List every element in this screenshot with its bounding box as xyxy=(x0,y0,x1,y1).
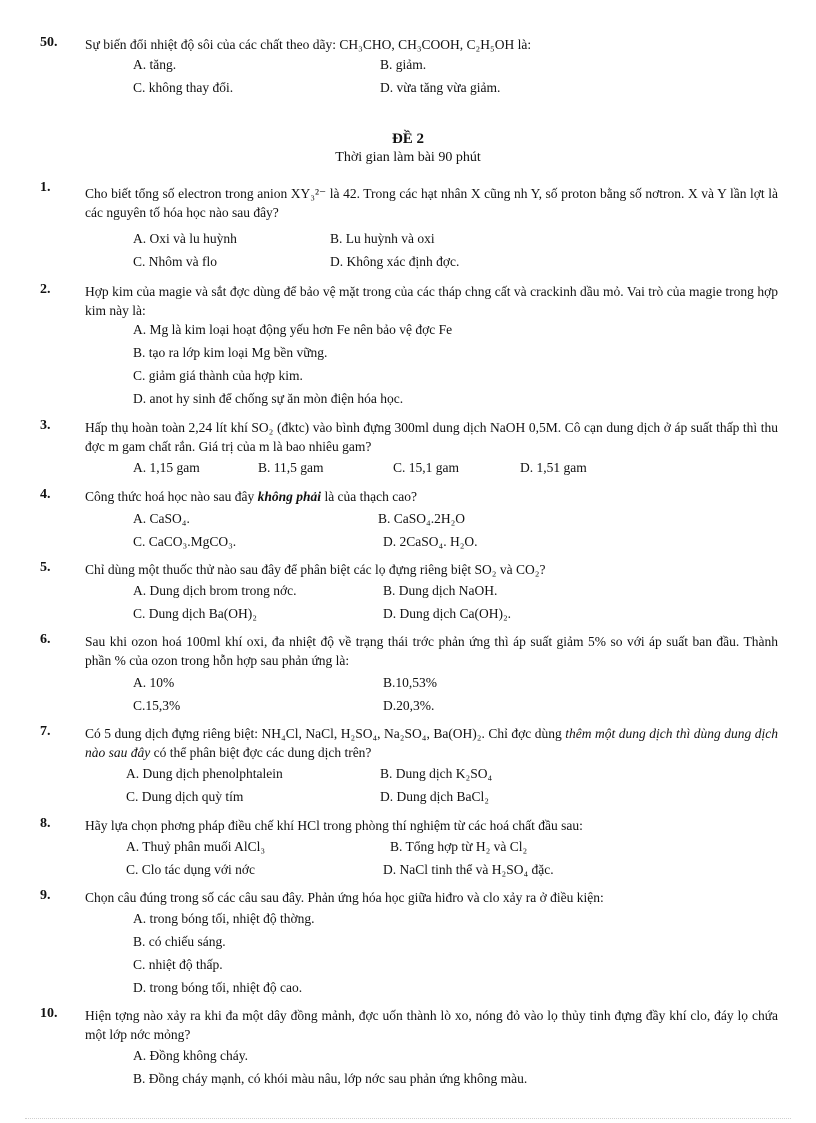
option-d: D. vừa tăng vừa giảm. xyxy=(380,80,501,95)
option-d: D. 2CaSO₄. H₂O. xyxy=(383,534,478,549)
page-divider xyxy=(25,1118,791,1119)
option-c: C. Dung dịch Ba(OH)₂ xyxy=(133,606,257,621)
option-b: B. 11,5 gam xyxy=(258,460,324,475)
option-d: D. Dung dịch BaCl₂ xyxy=(380,789,489,804)
option-d: D. trong bóng tối, nhiệt độ cao. xyxy=(133,980,303,995)
option-d: D. anot hy sinh để chống sự ăn mòn điện hóa học. xyxy=(133,391,404,406)
option-a: A. CaSO₄. xyxy=(133,511,190,526)
option-b: B.10,53% xyxy=(383,675,437,690)
question-number: 5. xyxy=(40,560,51,575)
option-c: C. Nhôm và flo xyxy=(133,254,217,269)
option-a: A. 10% xyxy=(133,675,175,690)
question-number: 50. xyxy=(40,35,58,50)
question-number: 4. xyxy=(40,487,51,502)
option-d: D.20,3%. xyxy=(383,698,435,713)
option-d: D. 1,51 gam xyxy=(520,460,587,475)
question-text: Hợp kim của magie và sắt đợc dùng để bảo vệ mặt trong của các tháp chng cất và crackinh dầu mỏ. Vai trò của magie trong hợp kim này là: xyxy=(85,284,778,318)
emphasis-text: không phải xyxy=(257,489,322,504)
option-b: B. có chiếu sáng. xyxy=(133,934,226,949)
option-b: B. tạo ra lớp kim loại Mg bền vững. xyxy=(133,345,328,360)
option-a: A. Oxi và lu huỳnh xyxy=(133,231,237,246)
option-b: B. Đồng cháy mạnh, có khói màu nâu, lớp nớc sau phản ứng không màu. xyxy=(133,1071,528,1086)
emphasis-text: thêm một dung dịch thì dùng dung dịch nào sau đây xyxy=(85,726,779,760)
question-text: Chỉ dùng một thuốc thử nào sau đây để phân biệt các lọ đựng riêng biệt SO₂ và CO₂? xyxy=(85,562,546,577)
option-a: A. trong bóng tối, nhiệt độ thờng. xyxy=(133,911,315,926)
question-text: Sau khi ozon hoá 100ml khí oxi, đa nhiệt độ về trạng thái trớc phản ứng thì áp suất giảm 5% so với áp suất ban đầu. Thành phần % của ozon trong hỗn hợp sau phản ứng là: xyxy=(85,634,778,668)
option-c: C.15,3% xyxy=(133,698,181,713)
option-c: C. 15,1 gam xyxy=(393,460,459,475)
option-b: B. Dung dịch NaOH. xyxy=(383,583,498,598)
option-a: A. tăng. xyxy=(133,57,177,72)
option-d: D. Dung dịch Ca(OH)₂. xyxy=(383,606,512,621)
question-number: 6. xyxy=(40,632,51,647)
question-text: Chọn câu đúng trong số các câu sau đây. Phản ứng hóa học giữa hiđro và clo xảy ra ở điều kiện: xyxy=(85,890,604,905)
option-a: A. Dung dịch brom trong nớc. xyxy=(133,583,297,598)
option-c: C. giảm giá thành của hợp kim. xyxy=(133,368,303,383)
option-d: D. NaCl tinh thể và H₂SO₄ đặc. xyxy=(383,862,554,877)
question-number: 8. xyxy=(40,816,51,831)
question-number: 10. xyxy=(40,1006,58,1021)
question-text: Công thức hoá học nào sau đây không phải là của thạch cao? xyxy=(85,489,417,504)
option-b: B. Lu huỳnh và oxi xyxy=(330,231,435,246)
question-number: 3. xyxy=(40,418,51,433)
option-c: C. nhiệt độ thấp. xyxy=(133,957,223,972)
option-a: A. 1,15 gam xyxy=(133,460,200,475)
option-a: A. Mg là kim loại hoạt động yếu hơn Fe nên bảo vệ đợc Fe xyxy=(133,322,453,337)
option-c: C. Dung dịch quỳ tím xyxy=(126,789,244,804)
option-b: B. CaSO₄.2H₂O xyxy=(378,511,466,526)
option-a: A. Thuỷ phân muối AlCl₃ xyxy=(126,839,266,854)
option-a: A. Đồng không cháy. xyxy=(133,1048,248,1063)
question-text: Cho biết tổng số electron trong anion XY₃²⁻ là 42. Trong các hạt nhân X cũng nh Y, số proton bằng số nơtron. X và Y lần lợt là các nguyên tố hóa học nào sau đây? xyxy=(85,186,778,220)
option-c: C. CaCO₃.MgCO₃. xyxy=(133,534,237,549)
exam-title: ĐỀ 2 xyxy=(391,131,425,147)
question-text: Sự biến đổi nhiệt độ sôi của các chất theo dãy: CH₃CHO, CH₃COOH, C₂H₅OH là: xyxy=(85,37,532,52)
question-text: Hiện tợng nào xảy ra khi đa một dây đồng mảnh, đợc uốn thành lò xo, nóng đỏ vào lọ thủy tinh đựng đầy khí clo, đáy lọ chứa một lớp nớc mỏng? xyxy=(85,1008,778,1042)
question-text: Có 5 dung dịch đựng riêng biệt: NH₄Cl, NaCl, H₂SO₄, Na₂SO₄, Ba(OH)₂. Chỉ đợc dùng thêm một dung dịch thì dùng dung dịch nào sau đây có thể phân biệt đợc các dung dịch trên? xyxy=(85,726,779,760)
question-number: 2. xyxy=(40,282,51,297)
question-text: Hấp thụ hoàn toàn 2,24 lít khí SO₂ (đktc) vào bình đựng 300ml dung dịch NaOH 0,5M. Cô cạn dung dịch ở áp suất thấp thì thu đợc m gam chất rắn. Giá trị của m là bao nhiêu gam? xyxy=(85,420,778,454)
option-a: A. Dung dịch phenolphtalein xyxy=(126,766,283,781)
option-c: C. Clo tác dụng với nớc xyxy=(126,862,256,877)
option-c: C. không thay đổi. xyxy=(133,80,234,95)
exam-subtitle: Thời gian làm bài 90 phút xyxy=(335,150,481,165)
option-b: B. Dung dịch K₂SO₄ xyxy=(380,766,493,781)
option-b: B. Tổng hợp từ H₂ và Cl₂ xyxy=(390,839,528,854)
question-number: 7. xyxy=(40,724,51,739)
question-number: 1. xyxy=(40,180,51,195)
option-d: D. Không xác định đợc. xyxy=(330,254,460,269)
option-b: B. giảm. xyxy=(380,57,427,72)
question-number: 9. xyxy=(40,888,51,903)
question-text: Hãy lựa chọn phơng pháp điều chế khí HCl trong phòng thí nghiệm từ các hoá chất đầu sau: xyxy=(85,818,583,833)
